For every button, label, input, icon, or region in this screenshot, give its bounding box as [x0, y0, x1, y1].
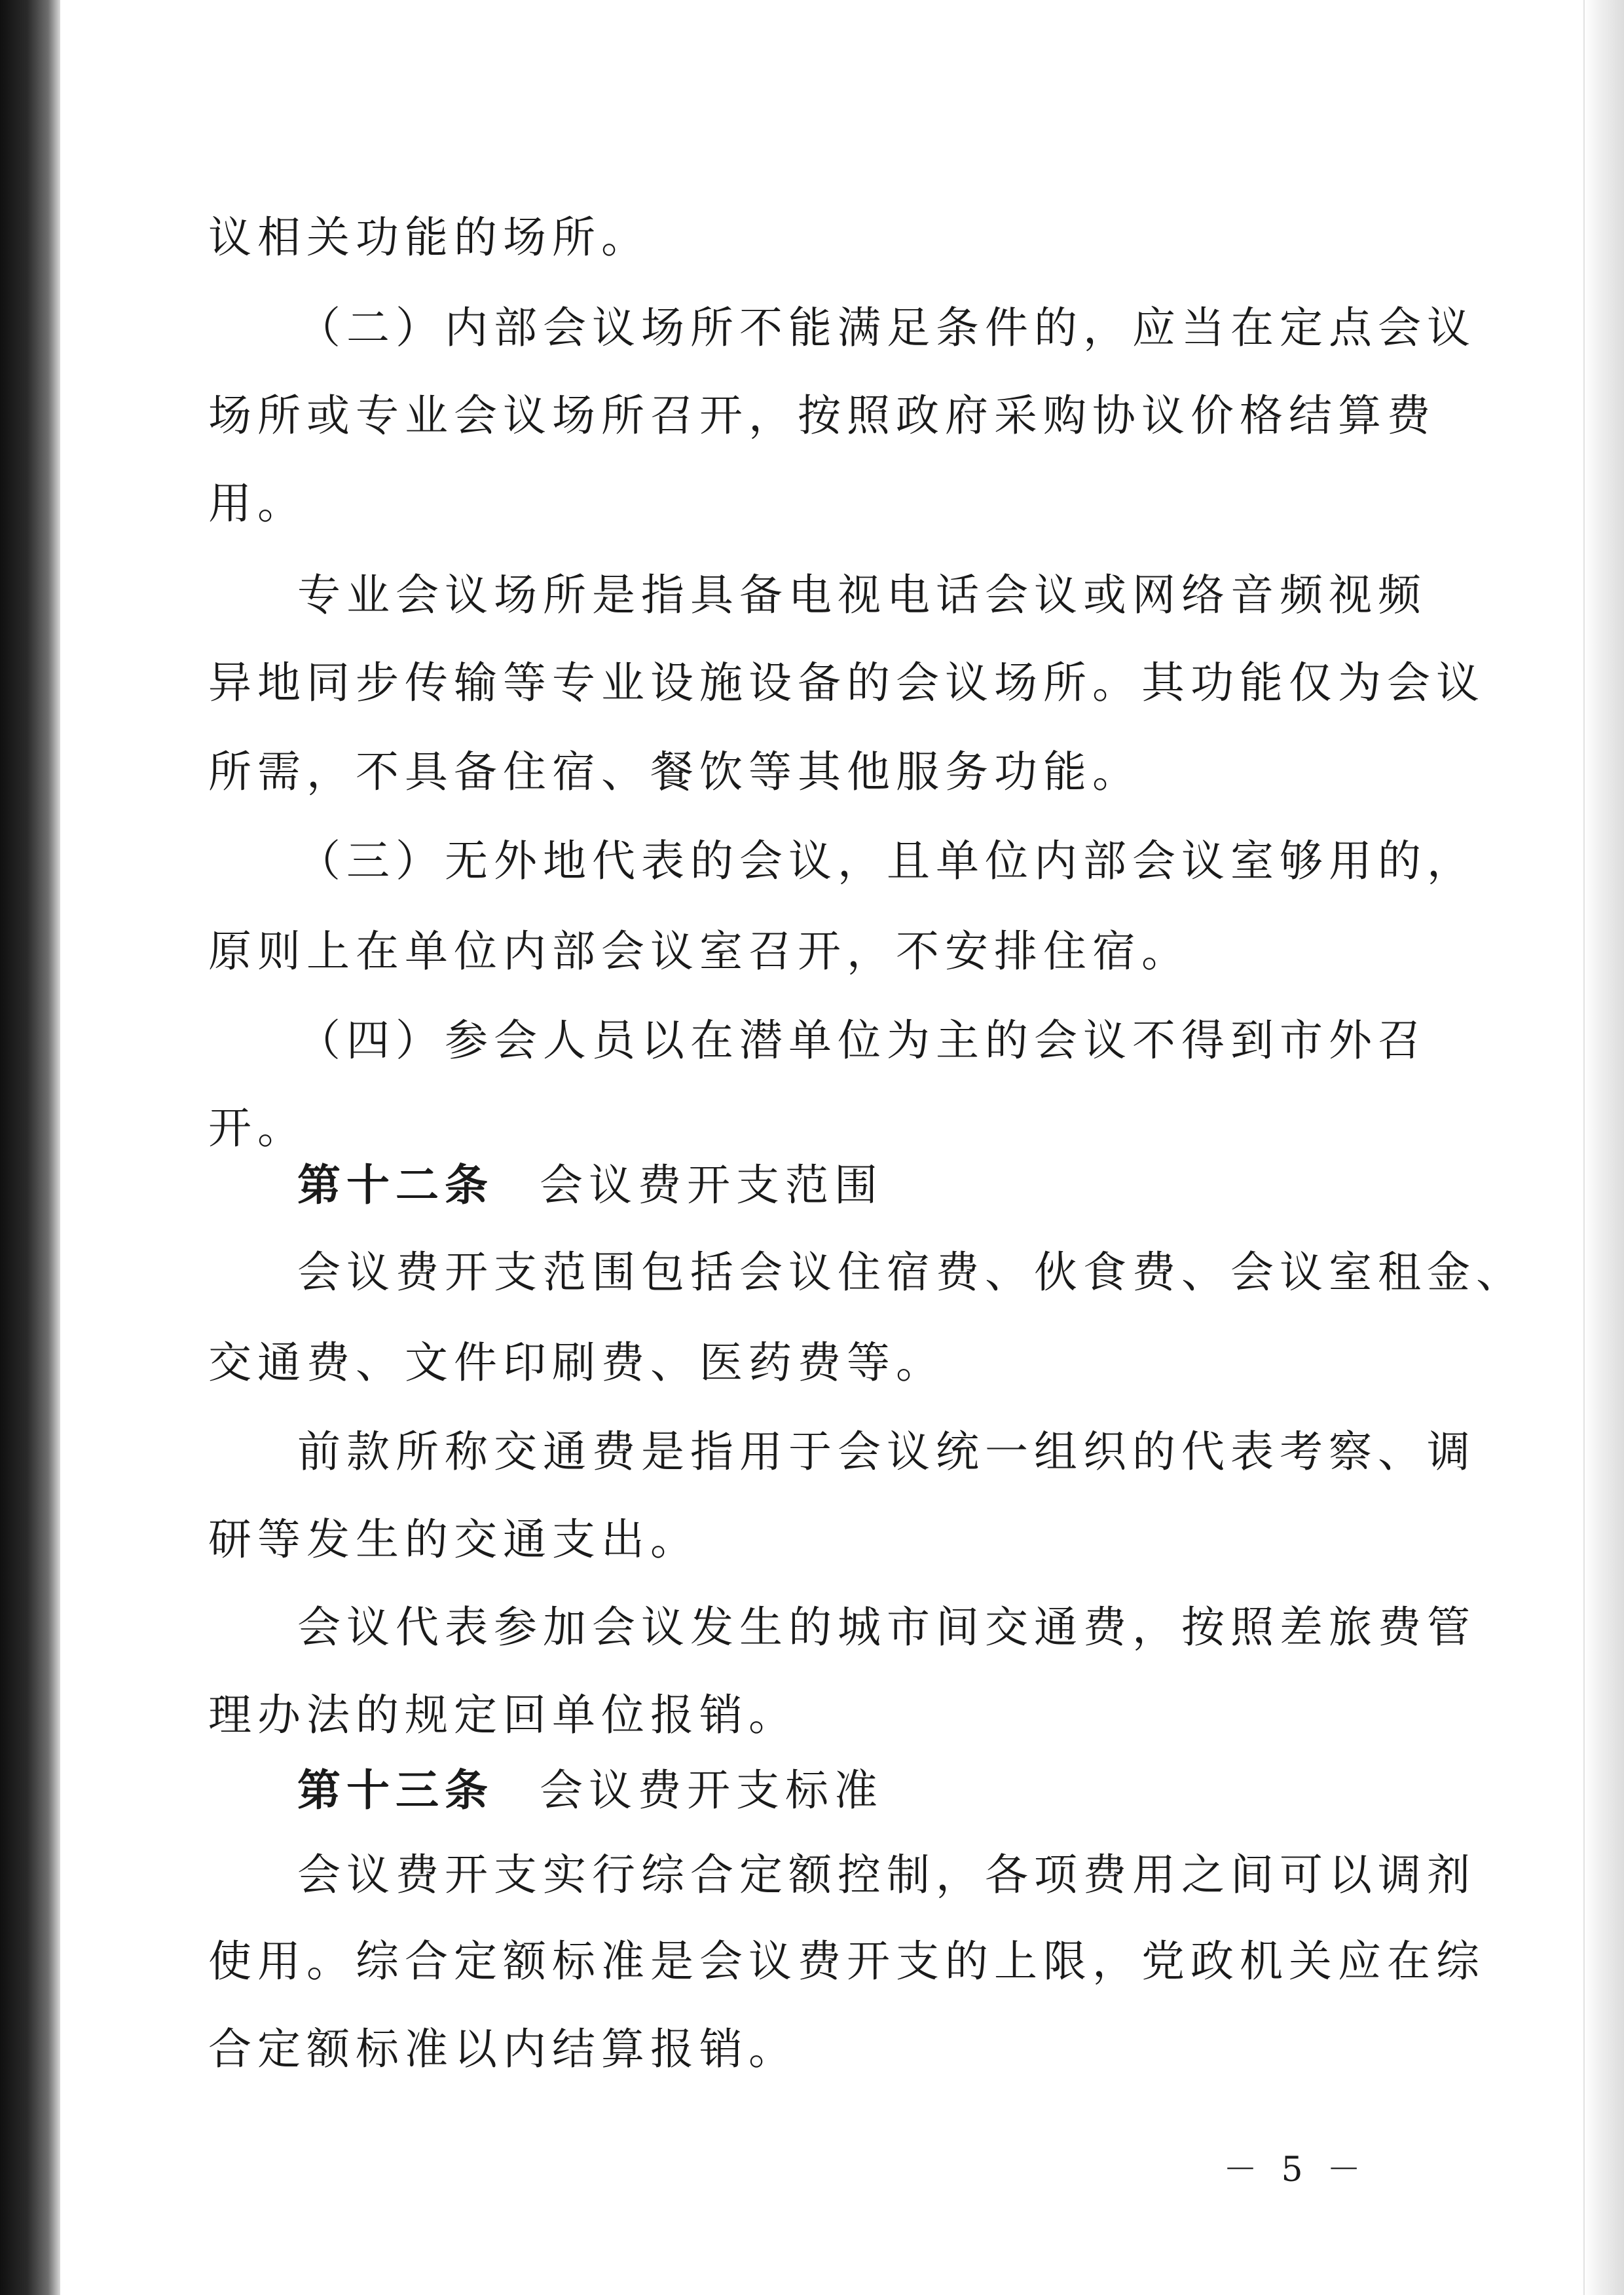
text-line: 议相关功能的场所。: [208, 212, 650, 263]
article-13-title: 会议费开支标准: [540, 1765, 883, 1816]
text-line: 会议代表参加会议发生的城市间交通费，按照差旅费管: [297, 1602, 1476, 1652]
article-12-title: 会议费开支范围: [540, 1160, 883, 1210]
text-line: 会议费开支实行综合定额控制，各项费用之间可以调剂: [297, 1850, 1476, 1900]
text-line: 使用。综合定额标准是会议费开支的上限，党政机关应在综: [208, 1936, 1485, 1987]
text-line: 异地同步传输等专业设施设备的会议场所。其功能仅为会议: [208, 658, 1485, 708]
article-13-heading: [297, 1764, 883, 1816]
text-line: 理办法的规定回单位报销。: [208, 1690, 798, 1740]
text-line: 用。: [208, 478, 306, 529]
article-12-label: 第十二条: [297, 1159, 494, 1210]
text-line: （三）无外地代表的会议，且单位内部会议室够用的，: [297, 836, 1476, 886]
page-number: － 5 －: [1223, 2150, 1368, 2190]
text-line: 前款所称交通费是指用于会议统一组织的代表考察、调: [297, 1427, 1476, 1477]
text-line: 原则上在单位内部会议室召开，不安排住宿。: [208, 926, 1190, 977]
text-line: 场所或专业会议场所召开，按照政府采购协议价格结算费: [208, 390, 1436, 441]
text-line: 交通费、文件印刷费、医药费等。: [208, 1337, 945, 1388]
text-line: 专业会议场所是指具备电视电话会议或网络音频视频: [297, 570, 1427, 620]
text-line: 合定额标准以内结算报销。: [208, 2024, 798, 2074]
article-12-heading: [297, 1159, 883, 1210]
text-line: 所需，不具备住宿、餐饮等其他服务功能。: [208, 747, 1141, 797]
article-13-label: 第十三条: [297, 1764, 494, 1816]
text-line: 会议费开支范围包括会议住宿费、伙食费、会议室租金、: [297, 1247, 1525, 1297]
text-line: 开。: [208, 1103, 306, 1153]
text-line: （四）参会人员以在潜单位为主的会议不得到市外召: [297, 1015, 1427, 1066]
text-line: （二）内部会议场所不能满足条件的，应当在定点会议: [297, 303, 1476, 353]
text-line: 研等发生的交通支出。: [208, 1514, 699, 1565]
